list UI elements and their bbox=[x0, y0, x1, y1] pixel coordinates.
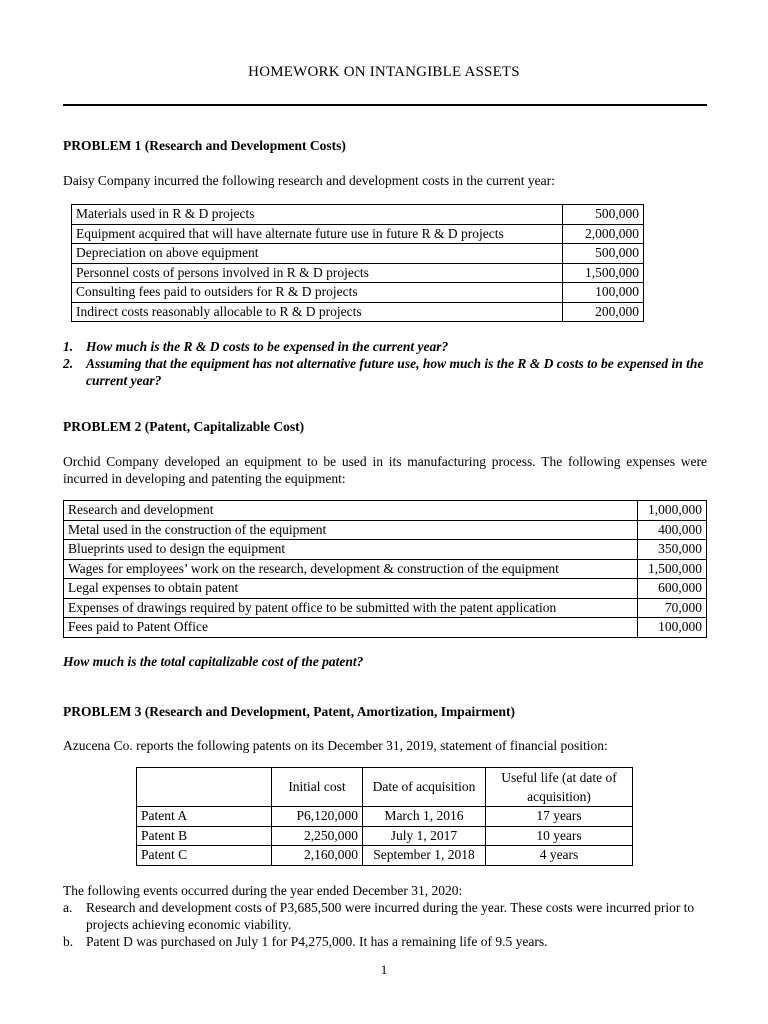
list-item bbox=[63, 933, 707, 950]
patent-life: 17 years bbox=[486, 807, 633, 827]
table-row bbox=[64, 579, 707, 599]
expense-amount: 400,000 bbox=[638, 520, 707, 540]
table-row bbox=[64, 618, 707, 638]
cost-amount: 2,000,000 bbox=[563, 224, 644, 244]
event-letter: b. bbox=[63, 934, 74, 949]
column-header-date: Date of acquisition bbox=[363, 768, 486, 807]
problem3-events-intro: The following events occurred during the year ended December 31, 2020: bbox=[63, 883, 463, 898]
patent-life: 10 years bbox=[486, 826, 633, 846]
cost-amount: 200,000 bbox=[563, 302, 644, 322]
cost-amount: 500,000 bbox=[563, 244, 644, 264]
problem2-question: How much is the total capitalizable cost of the patent? bbox=[63, 654, 364, 669]
title-divider bbox=[63, 104, 707, 106]
list-item bbox=[63, 899, 707, 933]
expense-label: Research and development bbox=[64, 501, 638, 521]
problem3-intro: Azucena Co. reports the following patents on its December 31, 2019, statement of financial position: bbox=[63, 738, 608, 753]
page-number: 1 bbox=[380, 962, 388, 977]
expense-amount: 1,500,000 bbox=[638, 559, 707, 579]
expense-label: Fees paid to Patent Office bbox=[64, 618, 638, 638]
table-row bbox=[64, 540, 707, 560]
problem1-table bbox=[71, 204, 644, 322]
table-row bbox=[64, 520, 707, 540]
expense-amount: 350,000 bbox=[638, 540, 707, 560]
question-number: 1. bbox=[63, 339, 74, 354]
expense-amount: 1,000,000 bbox=[638, 501, 707, 521]
expense-label: Legal expenses to obtain patent bbox=[64, 579, 638, 599]
problem2-table bbox=[63, 500, 707, 638]
problem1-intro: Daisy Company incurred the following research and development costs in the current year: bbox=[63, 173, 555, 188]
column-header-name bbox=[137, 768, 272, 807]
table-header-row bbox=[137, 768, 633, 807]
expense-label: Wages for employees’ work on the research, development & construction of the equipment bbox=[64, 559, 638, 579]
table-row bbox=[72, 244, 644, 264]
problem3-table bbox=[136, 767, 633, 866]
patent-cost: 2,250,000 bbox=[272, 826, 363, 846]
event-letter: a. bbox=[63, 900, 73, 915]
cost-label: Consulting fees paid to outsiders for R & D projects bbox=[72, 283, 563, 303]
patent-date: July 1, 2017 bbox=[363, 826, 486, 846]
cost-label: Depreciation on above equipment bbox=[72, 244, 563, 264]
patent-name: Patent C bbox=[137, 846, 272, 866]
problem1-heading: PROBLEM 1 (Research and Development Costs) bbox=[63, 138, 346, 153]
patent-name: Patent B bbox=[137, 826, 272, 846]
patent-cost: 2,160,000 bbox=[272, 846, 363, 866]
patent-date: March 1, 2016 bbox=[363, 807, 486, 827]
column-header-cost: Initial cost bbox=[272, 768, 363, 807]
list-item bbox=[63, 355, 707, 389]
expense-label: Expenses of drawings required by patent office to be submitted with the patent application bbox=[64, 598, 638, 618]
event-text: Patent D was purchased on July 1 for P4,275,000. It has a remaining life of 9.5 years. bbox=[86, 934, 548, 949]
table-row bbox=[72, 302, 644, 322]
cost-amount: 500,000 bbox=[563, 205, 644, 225]
table-row bbox=[64, 501, 707, 521]
question-text: How much is the R & D costs to be expensed in the current year? bbox=[86, 339, 449, 354]
problem3-heading: PROBLEM 3 (Research and Development, Patent, Amortization, Impairment) bbox=[63, 704, 515, 719]
cost-label: Indirect costs reasonably allocable to R & D projects bbox=[72, 302, 563, 322]
expense-amount: 100,000 bbox=[638, 618, 707, 638]
patent-name: Patent A bbox=[137, 807, 272, 827]
table-row bbox=[72, 224, 644, 244]
table-row bbox=[137, 807, 633, 827]
table-row bbox=[137, 846, 633, 866]
problem2-heading: PROBLEM 2 (Patent, Capitalizable Cost) bbox=[63, 419, 305, 434]
table-row bbox=[137, 826, 633, 846]
patent-date: September 1, 2018 bbox=[363, 846, 486, 866]
cost-label: Personnel costs of persons involved in R & D projects bbox=[72, 263, 563, 283]
problem1-questions bbox=[63, 338, 707, 389]
column-header-life: Useful life (at date of acquisition) bbox=[486, 768, 633, 807]
expense-label: Blueprints used to design the equipment bbox=[64, 540, 638, 560]
table-row bbox=[72, 263, 644, 283]
cost-label: Equipment acquired that will have alternate future use in future R & D projects bbox=[72, 224, 563, 244]
expense-amount: 600,000 bbox=[638, 579, 707, 599]
document-title: HOMEWORK ON INTANGIBLE ASSETS bbox=[248, 64, 520, 80]
cost-label: Materials used in R & D projects bbox=[72, 205, 563, 225]
table-row bbox=[64, 559, 707, 579]
question-number: 2. bbox=[63, 356, 74, 371]
problem2-intro: Orchid Company developed an equipment to be used in its manufacturing process. The following expenses were incurred in developing and patenting the equipment: bbox=[63, 454, 707, 486]
expense-label: Metal used in the construction of the equipment bbox=[64, 520, 638, 540]
patent-cost: P6,120,000 bbox=[272, 807, 363, 827]
cost-amount: 100,000 bbox=[563, 283, 644, 303]
question-text: Assuming that the equipment has not alternative future use, how much is the R & D costs to be expensed in the current year? bbox=[86, 356, 704, 388]
cost-amount: 1,500,000 bbox=[563, 263, 644, 283]
table-row bbox=[72, 205, 644, 225]
patent-life: 4 years bbox=[486, 846, 633, 866]
table-row bbox=[72, 283, 644, 303]
problem3-events bbox=[63, 899, 707, 950]
expense-amount: 70,000 bbox=[638, 598, 707, 618]
event-text: Research and development costs of P3,685,500 were incurred during the year. These costs were incurred prior to projects achieving economic viability. bbox=[86, 900, 695, 932]
list-item bbox=[63, 338, 707, 355]
table-row bbox=[64, 598, 707, 618]
